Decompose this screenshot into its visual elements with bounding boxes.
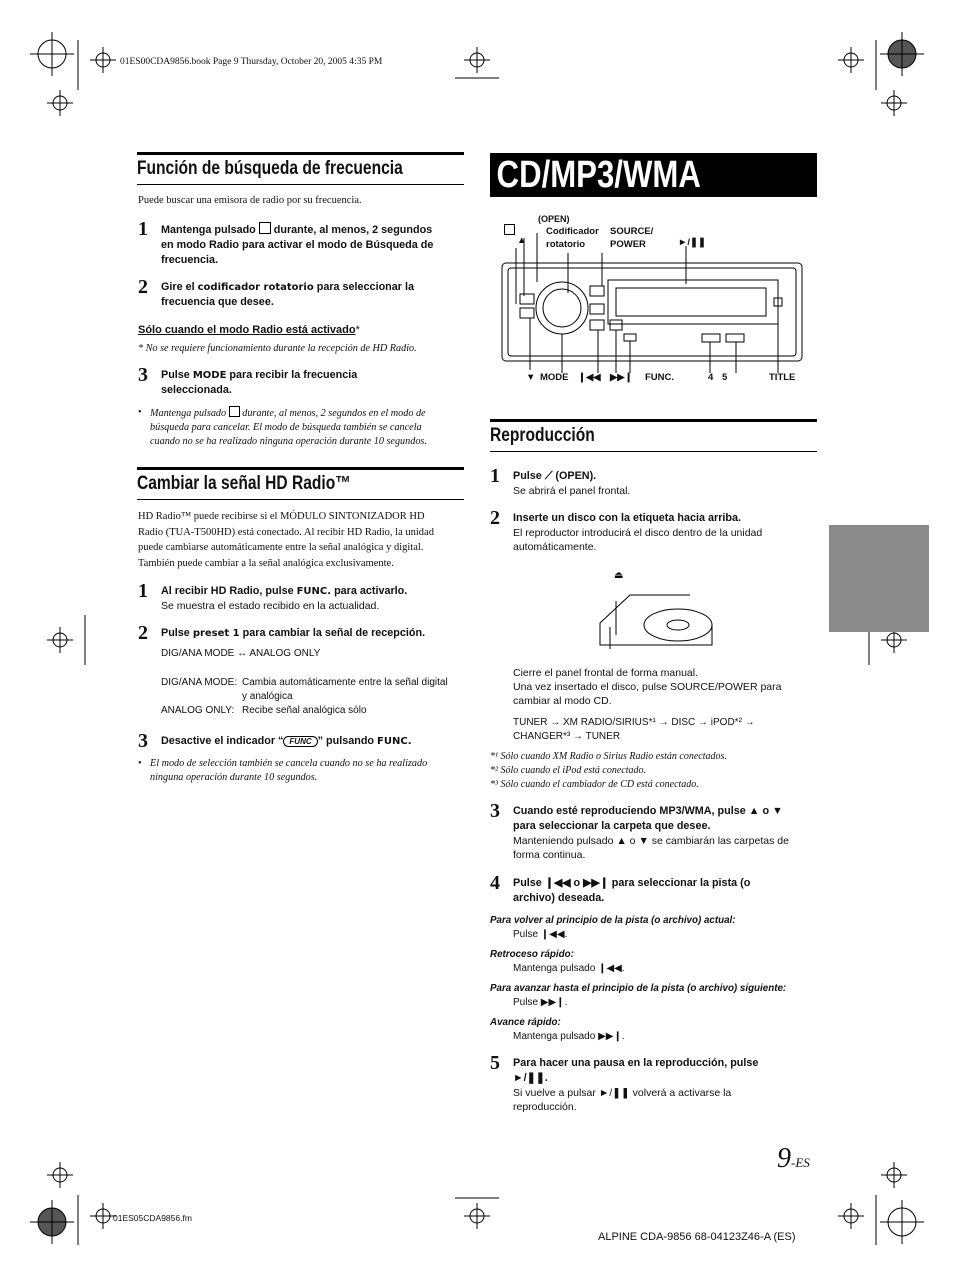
radio-only-heading: Sólo cuando el modo Radio está activado* [138,324,360,336]
source-chain: TUNER → XM RADIO/SIRIUS*¹ → DISC → iPOD*² → CHANGER*³ → TUNER [513,717,755,742]
page-number: 9-ES [777,1143,810,1174]
title-label: TITLE [769,372,796,383]
codificador-label: Codificador rotatorio [546,226,599,250]
side-tab [829,525,929,632]
footer-model: ALPINE CDA-9856 68-04123Z46-A (ES) [598,1231,796,1243]
mode-label: MODE [540,372,569,383]
step-3-frecuencia: 3 Pulse MODE para recibir la frecuencia seleccionada. [138,364,358,396]
open-icon: ⟋ [544,470,553,482]
file-header: 01ES00CDA9856.book Page 9 Thursday, October 20, 2005 4:35 PM [120,57,383,67]
footer-filename: 01ES05CDA9856.fm [113,1213,192,1223]
mode-button-icon [259,222,271,234]
play-pause-label: ►/❚❚ [678,237,706,248]
mode-button-icon [229,406,240,417]
prev-icon: ❙◀◀ [544,877,571,889]
step-5-reproduccion: 5 Para hacer una pausa en la reproducción, pulse ►/❚❚. Si vuelve a pulsar ►/❚❚ volverá a activarse la reproducción. [490,1052,759,1113]
next-icon: ▶▶❙ [583,877,609,889]
head-unit-illustration [490,208,820,388]
mode-mark-icon [504,224,515,235]
radio-note: * No se requiere funcionamiento durante la recepción de HD Radio. [138,343,417,354]
page-title: CD/MP3/WMA [496,154,701,196]
close-panel-text: Cierre el panel frontal de forma manual. Una vez insertado el disco, pulse SOURCE/POWER para cambiar al modo CD. [513,667,782,707]
func-label: FUNC. [645,372,675,383]
preset-5-label: 5 [722,372,728,383]
intro-frecuencia: Puede buscar una emisora de radio por su frecuencia. [138,195,362,206]
step-4-reproduccion: 4 Pulse ❙◀◀ o ▶▶❙ para seleccionar la pista (o archivo) deseada. [490,872,751,904]
step-2-reproduccion: 2 Inserte un disco con la etiqueta hacia arriba. El reproductor introducirá el disco dentro de la unidad automáticamente. [490,507,763,553]
section-heading-hd-radio: Cambiar la señal HD Radio™ [137,467,464,500]
step-2-frecuencia: 2 Gire el codificador rotatorio para seleccionar la frecuencia que desee. [138,276,414,308]
step-1-hd-radio: 1 Al recibir HD Radio, pulse FUNC. para activarlo. Se muestra el estado recibido en la actualidad. [138,580,408,612]
bullet-hd-cancel: • El modo de selección también se cancela cuando no se ha realizado ninguna operación durante 10 segundos. [138,758,428,783]
step-3-hd-radio: 3 Desactive el indicador “ FUNC ” pulsando FUNC. [138,730,412,752]
device-diagram [490,208,820,388]
footnotes: *¹ Sólo cuando XM Radio o Sirius Radio están conectados. *² Sólo cuando el iPod está conectado. *³ Sólo cuando el cambiador de CD está conectado. [490,751,727,790]
preset-4-label: 4 [708,372,714,383]
section-heading-reproduccion: Reproducción [490,419,817,452]
func-indicator-icon: FUNC [283,736,317,747]
page-title-bar [490,153,817,197]
up-arrow-label: ▲ [517,235,527,246]
open-label: (OPEN) [538,214,570,224]
source-power-label: SOURCE/ POWER [610,226,654,250]
bullet-cancel-search: • Mantenga pulsado durante, al menos, 2 segundos en el modo de búsqueda para cancelar. El modo de búsqueda también se cancela cuando no se ha realizado ninguna operación durante 10 segundos. [138,407,427,447]
step-3-reproduccion: 3 Cuando esté reproduciendo MP3/WMA, pulse ▲ o ▼ para seleccionar la carpeta que desee. Manteniendo pulsado ▲ o ▼ se cambiarán las carpetas de forma continua. [490,800,789,861]
intro-hd-radio: HD Radio™ puede recibirse si el MÓDULO SINTONIZADOR HD Radio (TUA-T500HD) está conectado. Al recibir HD Radio, la unidad puede cambiarse automáticamente entre la señal analógica y digital. También puede cambiar a la señal analógica exclusivamente. [138,511,434,569]
next-track-label: ▶▶❙ [610,372,633,383]
step-1-reproduccion: 1 Pulse ⟋ (OPEN). Se abrirá el panel frontal. [490,465,631,497]
step-4-details: Para volver al principio de la pista (o archivo) actual: Pulse ❙◀◀. Retroceso rápido: Mantenga pulsado ❙◀◀. Para avanzar hasta el principio de la pista (o archivo) siguiente: Pulse ▶▶❙. Avance rápido: Mantenga pulsado ▶▶❙. [490,915,787,1042]
svg-text:⏏: ⏏ [614,570,624,581]
disc-insert-illustration [590,565,730,660]
step-2-hd-radio: 2 Pulse preset 1 para cambiar la señal de recepción. DIG/ANA MODE ↔ ANALOG ONLY DIG/ANA MODE: Cambia automáticamente entre la señal digital y analógica ANALOG ONLY: Recibe señal analógica sólo [138,622,448,716]
step-1-frecuencia: 1 Mantenga pulsado durante, al menos, 2 segundos en modo Radio para activar el modo de Búsqueda de frecuencia. [138,218,434,266]
section-heading-frecuencia: Función de búsqueda de frecuencia [137,152,464,185]
prev-track-label: ❙◀◀ [578,372,601,383]
down-arrow-label: ▼ [526,372,536,383]
